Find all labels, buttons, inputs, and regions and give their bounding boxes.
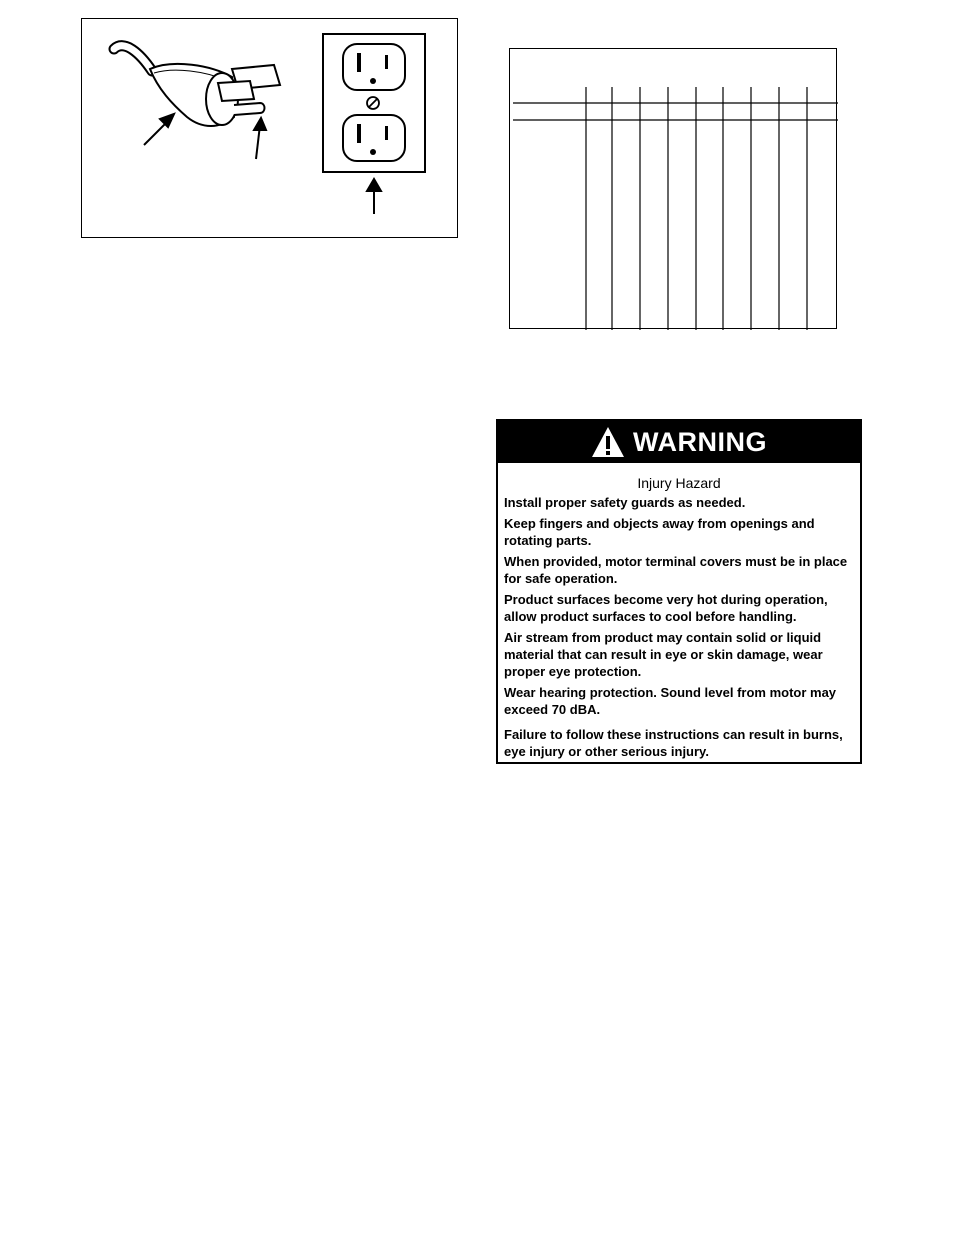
table-grid [510,49,838,330]
warning-item: Install proper safety guards as needed. [504,495,746,510]
empty-table [509,48,837,329]
warning-body [498,463,860,760]
warning-title: Injury Hazard [637,475,721,491]
warning-header-label: WARNING [633,426,767,457]
plug-outlet-illustration [82,19,459,239]
warning-footer: Failure to follow these instructions can result in burns, eye injury or other serious injury. [504,727,843,759]
warning-item: Wear hearing protection. Sound level from motor may exceed 70 dBA. [504,685,837,717]
plug-outlet-figure [81,18,458,238]
warning-item: Product surfaces become very hot during operation, allow product surfaces to cool before handling. [504,592,828,624]
warning-banner [498,421,860,463]
warning-item: Air stream from product may contain solid or liquid material that can result in eye or skin damage, wear proper eye protection. [504,630,823,679]
warning-item: When provided, motor terminal covers must be in place for safe operation. [504,554,848,586]
duplex-outlet-icon [323,34,425,172]
warning-item: Keep fingers and objects away from openings and rotating parts. [504,516,815,548]
warning-triangle-icon [591,426,625,458]
warning-label [496,419,862,764]
